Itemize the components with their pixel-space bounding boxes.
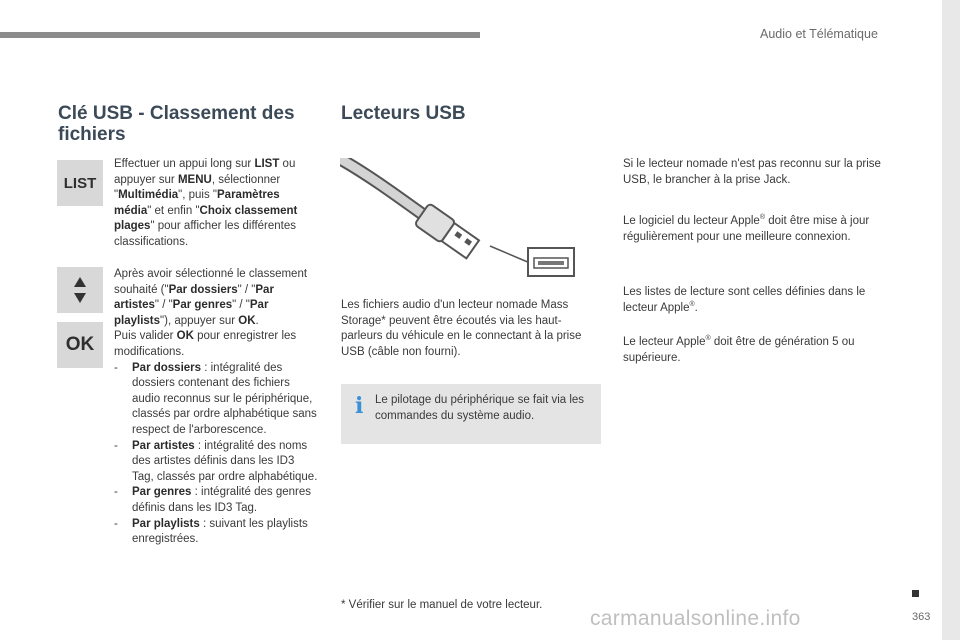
- right-paragraph-3: Les listes de lecture sont celles définies dans le lecteur Apple®.: [623, 286, 866, 314]
- list-key-icon: [57, 160, 103, 206]
- header-rule: [0, 32, 480, 38]
- page-number: 363: [912, 611, 931, 623]
- list-item: - Par genres : intégralité des genres définis dans les ID3 Tag.: [114, 486, 311, 514]
- section-title: Audio et Télématique: [760, 27, 878, 41]
- arrow-down-icon: [74, 293, 86, 303]
- list-key-label: LIST: [63, 174, 97, 192]
- page-edge-bar: [942, 0, 960, 640]
- right-paragraph-4: Le lecteur Apple® doit être de génération 5 ou supérieure.: [623, 335, 855, 364]
- usb-players-paragraph: Les fichiers audio d'un lecteur nomade Mass Storage* peuvent être écoutés via les haut-parleurs du véhicule en le connectant à la prise USB (câble non fourni).: [341, 299, 582, 358]
- heading-usb-players: Lecteurs USB: [341, 103, 466, 124]
- list-item: - Par playlists : suivant les playlists enregistrées.: [114, 517, 308, 546]
- usb-connector-icon: [340, 158, 580, 278]
- footnote: * Vérifier sur le manuel de votre lecteur.: [341, 599, 543, 611]
- list-item: - Par dossiers : intégralité des dossiers contenant des fichiers audio reconnus sur le périphérique, classés par ordre alphabétique sans respect de l'arborescence.: [114, 361, 317, 436]
- instruction-paragraph-2: Après avoir sélectionné le classement souhaité ("Par dossiers" / "Par artistes" / "Par genres" / "Par playlists"), appuyer sur OK. Puis valider OK pour enregistrer les modifications. - Par dossiers : intégralité des dossiers contenant des fichiers audio reconnus sur le périphérique, classés par ordre alphabétique sans respect de l'arborescence. - Par artistes : intégralité des noms des artistes définis dans les ID3 Tag, classés par ordre alphabétique. - Par genres : intégralité des genres définis dans les ID3 Tag. - Par playlists : suivant les playlists enregistrées.: [114, 267, 319, 548]
- info-text: Le pilotage du périphérique se fait via les commandes du système audio.: [375, 394, 585, 422]
- heading-usb-sorting: Clé USB - Classement des fichiers: [58, 103, 295, 145]
- info-box: [341, 384, 601, 444]
- end-of-section-mark: [912, 590, 919, 597]
- ok-key-icon: [57, 322, 103, 368]
- arrow-keys-icon: [57, 267, 103, 313]
- list-item: - Par artistes : intégralité des noms des artistes définis dans les ID3 Tag, classés par ordre alphabétique.: [114, 439, 318, 483]
- instruction-paragraph-1: Effectuer un appui long sur LIST ou appuyer sur MENU, sélectionner "Multimédia", puis "Paramètres média" et enfin "Choix classement plages" pour afficher les différentes classifications.: [114, 158, 298, 248]
- info-icon: i: [355, 393, 364, 419]
- right-paragraph-2: Le logiciel du lecteur Apple® doit être mise à jour régulièrement pour une meilleure connexion.: [623, 214, 870, 243]
- right-paragraph-1: Si le lecteur nomade n'est pas reconnu sur la prise USB, le brancher à la prise Jack.: [623, 158, 881, 186]
- ok-key-label: OK: [65, 334, 95, 355]
- watermark: carmanualsonline.info: [590, 607, 801, 630]
- arrow-up-icon: [74, 277, 86, 287]
